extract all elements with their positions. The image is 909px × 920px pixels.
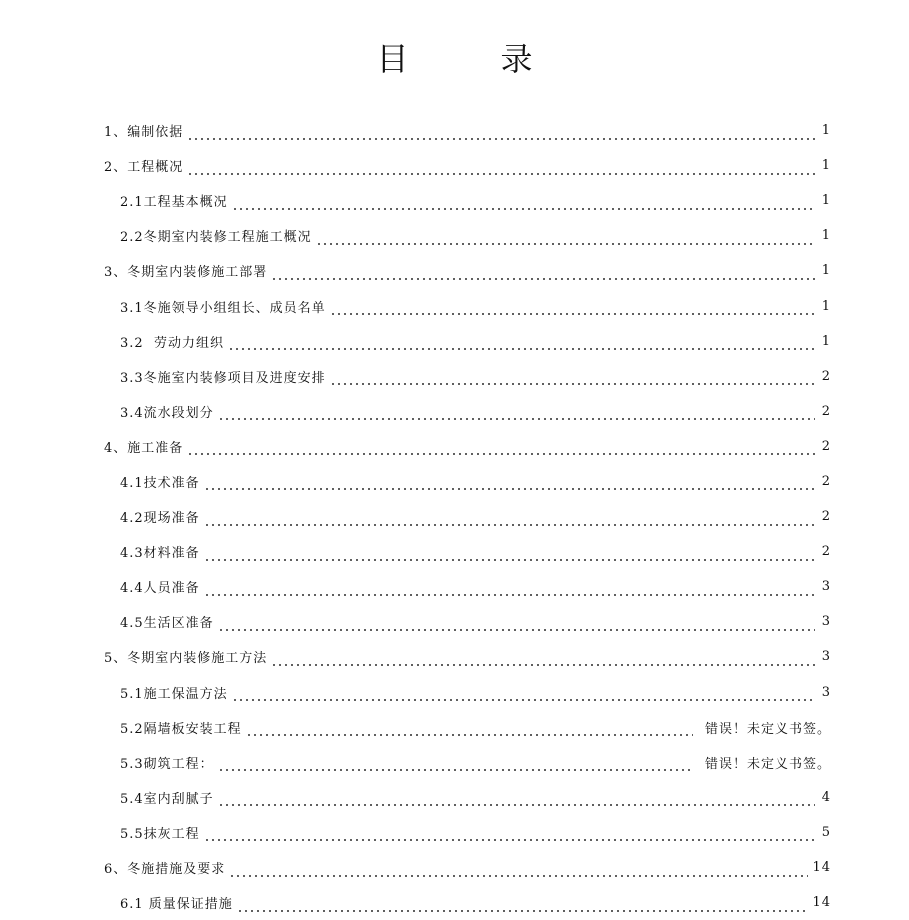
toc-entry[interactable] <box>0 850 909 885</box>
toc-leader-dots <box>204 583 815 597</box>
toc-entry-label: 5.5抹灰工程 <box>120 826 200 842</box>
toc-entry[interactable] <box>0 359 909 394</box>
toc-entry-page: 3 <box>821 579 831 595</box>
toc-entry-page: 错误！未定义书签。 <box>704 756 831 772</box>
toc-entry[interactable] <box>0 534 909 569</box>
toc-entry-page: 14 <box>812 860 831 876</box>
toc-entry-label: 5.2隔墙板安装工程 <box>120 721 242 737</box>
toc-entry-label: 5.4室内刮腻子 <box>120 791 214 807</box>
toc-entry-page: 2 <box>821 403 831 419</box>
toc-leader-dots <box>228 337 815 351</box>
toc-entry-page: 1 <box>821 263 831 279</box>
toc-leader-dots <box>316 232 815 246</box>
toc-entry-page: 3 <box>821 649 831 665</box>
toc-entry-page: 1 <box>821 298 831 314</box>
toc-leader-dots <box>187 442 815 456</box>
toc-entry-page: 错误！未定义书签。 <box>704 721 831 737</box>
toc-entry-label: 4.1技术准备 <box>120 475 200 491</box>
toc-entry-page: 2 <box>821 368 831 384</box>
toc-leader-dots <box>204 828 815 842</box>
toc-entry-label: 4.2现场准备 <box>120 511 200 527</box>
toc-entry-label: 3.1冬施领导小组组长、成员名单 <box>120 300 326 316</box>
toc-entry-page: 1 <box>821 193 831 209</box>
toc-entry-label: 4.5生活区准备 <box>120 616 214 632</box>
toc-leader-dots <box>229 864 808 878</box>
table-of-contents <box>0 113 909 920</box>
toc-entry-page: 2 <box>821 438 831 454</box>
toc-entry[interactable] <box>0 394 909 429</box>
toc-entry-label: 4.4人员准备 <box>120 581 200 597</box>
toc-entry[interactable] <box>0 885 909 920</box>
page-title: 目 录 <box>376 40 563 78</box>
toc-entry[interactable] <box>0 429 909 464</box>
toc-entry[interactable] <box>0 639 909 674</box>
toc-entry[interactable] <box>0 569 909 604</box>
toc-entry[interactable] <box>0 710 909 745</box>
toc-leader-dots <box>218 618 815 632</box>
toc-entry-page: 5 <box>821 824 831 840</box>
toc-entry[interactable] <box>0 745 909 780</box>
toc-entry-label: 6.1 质量保证措施 <box>120 897 233 913</box>
toc-entry[interactable] <box>0 815 909 850</box>
toc-entry-page: 3 <box>821 614 831 630</box>
toc-leader-dots <box>237 899 809 913</box>
toc-leader-dots <box>271 653 815 667</box>
toc-leader-dots <box>232 197 815 211</box>
toc-entry-label: 2.1工程基本概况 <box>120 195 228 211</box>
toc-entry-label: 5、冬期室内装修施工方法 <box>104 651 268 667</box>
toc-entry-label: 3.4流水段划分 <box>120 405 214 421</box>
toc-leader-dots <box>232 688 815 702</box>
toc-entry-label: 4.3材料准备 <box>120 546 200 562</box>
toc-entry-label: 4、施工准备 <box>104 440 184 456</box>
toc-entry[interactable] <box>0 499 909 534</box>
toc-leader-dots <box>330 372 815 386</box>
toc-leader-dots <box>218 793 815 807</box>
toc-leader-dots <box>187 162 815 176</box>
toc-entry-page: 1 <box>821 158 831 174</box>
toc-leader-dots <box>218 758 693 772</box>
toc-entry[interactable] <box>0 604 909 639</box>
toc-leader-dots <box>330 302 815 316</box>
toc-entry-label: 3.2 劳动力组织 <box>120 335 224 351</box>
toc-entry-label: 5.1施工保温方法 <box>120 686 228 702</box>
toc-entry-page: 1 <box>821 333 831 349</box>
toc-leader-dots <box>271 267 815 281</box>
toc-entry-label: 1、编制依据 <box>104 125 184 141</box>
toc-entry-page: 14 <box>812 895 831 911</box>
toc-leader-dots <box>246 723 693 737</box>
toc-leader-dots <box>204 548 815 562</box>
toc-entry-label: 2.2冬期室内装修工程施工概况 <box>120 230 312 246</box>
toc-entry[interactable] <box>0 324 909 359</box>
toc-entry-page: 2 <box>821 509 831 525</box>
toc-entry[interactable] <box>0 253 909 288</box>
toc-entry-page: 2 <box>821 544 831 560</box>
toc-entry-page: 1 <box>821 123 831 139</box>
toc-entry[interactable] <box>0 148 909 183</box>
toc-entry-label: 3、冬期室内装修施工部署 <box>104 265 268 281</box>
toc-entry[interactable] <box>0 780 909 815</box>
toc-leader-dots <box>187 127 815 141</box>
toc-entry-page: 4 <box>821 789 831 805</box>
toc-entry[interactable] <box>0 218 909 253</box>
toc-leader-dots <box>218 407 815 421</box>
toc-entry[interactable] <box>0 288 909 323</box>
toc-entry-page: 1 <box>821 228 831 244</box>
toc-entry-page: 3 <box>821 684 831 700</box>
toc-entry-label: 6、冬施措施及要求 <box>104 862 226 878</box>
toc-entry-label: 3.3冬施室内装修项目及进度安排 <box>120 370 326 386</box>
toc-entry-page: 2 <box>821 473 831 489</box>
toc-entry[interactable] <box>0 675 909 710</box>
toc-leader-dots <box>204 477 815 491</box>
toc-entry[interactable] <box>0 113 909 148</box>
toc-entry[interactable] <box>0 183 909 218</box>
toc-entry-label: 2、工程概况 <box>104 160 184 176</box>
toc-leader-dots <box>204 513 815 527</box>
toc-entry[interactable] <box>0 464 909 499</box>
toc-entry-label: 5.3砌筑工程： <box>120 756 214 772</box>
